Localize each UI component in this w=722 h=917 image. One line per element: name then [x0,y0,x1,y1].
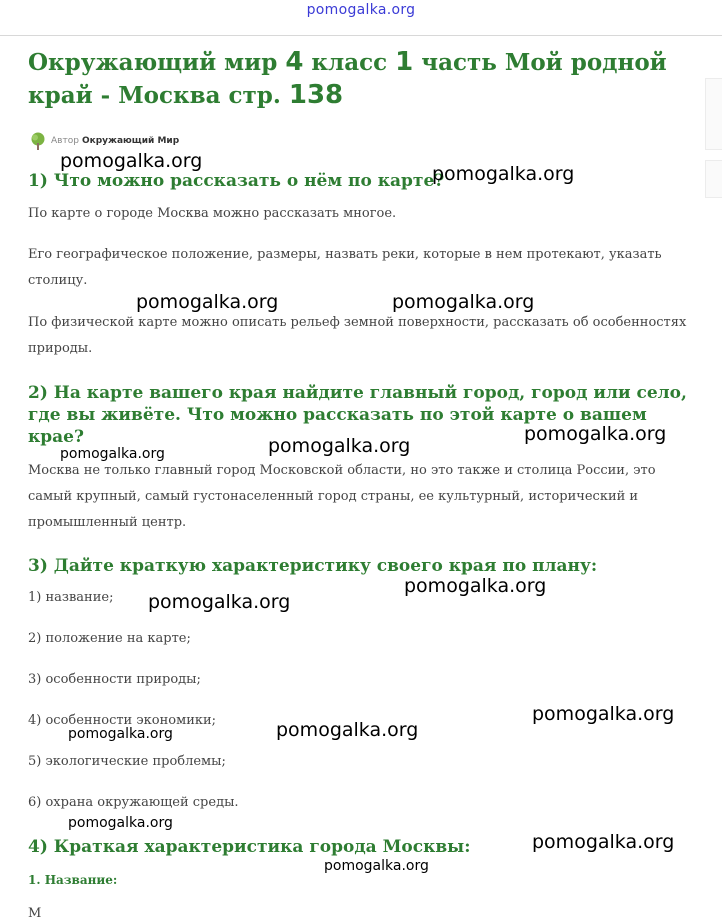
author-line [28,130,179,152]
paragraph: Москва не только главный город Московской области, но это также и столица России, это самый крупный, самый густонаселенный город страны, ее культурный, исторический и промышленный центр. [28,463,656,530]
list-item: 4) особенности экономики; [28,713,217,728]
page-title: Окружающий мир 4 класс 1 часть Мой родной край - Москва стр. 138 [28,47,667,110]
watermark: pomogalka.org [60,446,165,462]
tree-icon [28,131,48,151]
watermark: pomogalka.org [68,726,173,742]
watermark: pomogalka.org [136,291,279,313]
site-header-link[interactable]: pomogalka.org [306,2,416,18]
watermark: pomogalka.org [532,703,675,725]
watermark: pomogalka.org [276,719,419,741]
list-item: 2) положение на карте; [28,631,191,646]
header-divider [0,35,722,36]
list-item: 1) название; [28,590,114,605]
watermark: pomogalka.org [268,435,411,457]
paragraph: По карте о городе Москва можно рассказать многое. [28,206,397,221]
author-label: Автор [51,136,79,146]
section-heading-2: 2) На карте вашего края найдите главный город, город или село, где вы живёте. Что можно рассказать по этой карте о вашем крае? [28,383,687,447]
section-heading-1: 1) Что можно рассказать о нём по карте? [28,171,445,191]
list-item: 3) особенности природы; [28,672,201,687]
truncated-text: М [28,906,42,917]
watermark: pomogalka.org [524,423,667,445]
watermark: pomogalka.org [532,831,675,853]
watermark: pomogalka.org [68,815,173,831]
paragraph: По физической карте можно описать рельеф земной поверхности, рассказать об особенностях природы. [28,315,687,356]
watermark: pomogalka.org [432,163,575,185]
watermark: pomogalka.org [324,858,429,874]
side-tab[interactable] [705,78,722,150]
watermark: pomogalka.org [392,291,535,313]
paragraph: Его географическое положение, размеры, назвать реки, которые в нем протекают, указать столицу. [28,247,662,288]
watermark: pomogalka.org [60,150,203,172]
watermark: pomogalka.org [404,575,547,597]
side-tab[interactable] [705,160,722,198]
list-item: 5) экологические проблемы; [28,754,226,769]
section-heading-3: 3) Дайте краткую характеристику своего края по плану: [28,556,598,576]
section-heading-4: 4) Краткая характеристика города Москвы: [28,837,471,857]
author-name[interactable]: Окружающий Мир [81,136,180,146]
list-item: 6) охрана окружающей среды. [28,795,239,810]
subheading: 1. Название: [28,873,118,887]
watermark: pomogalka.org [148,591,291,613]
